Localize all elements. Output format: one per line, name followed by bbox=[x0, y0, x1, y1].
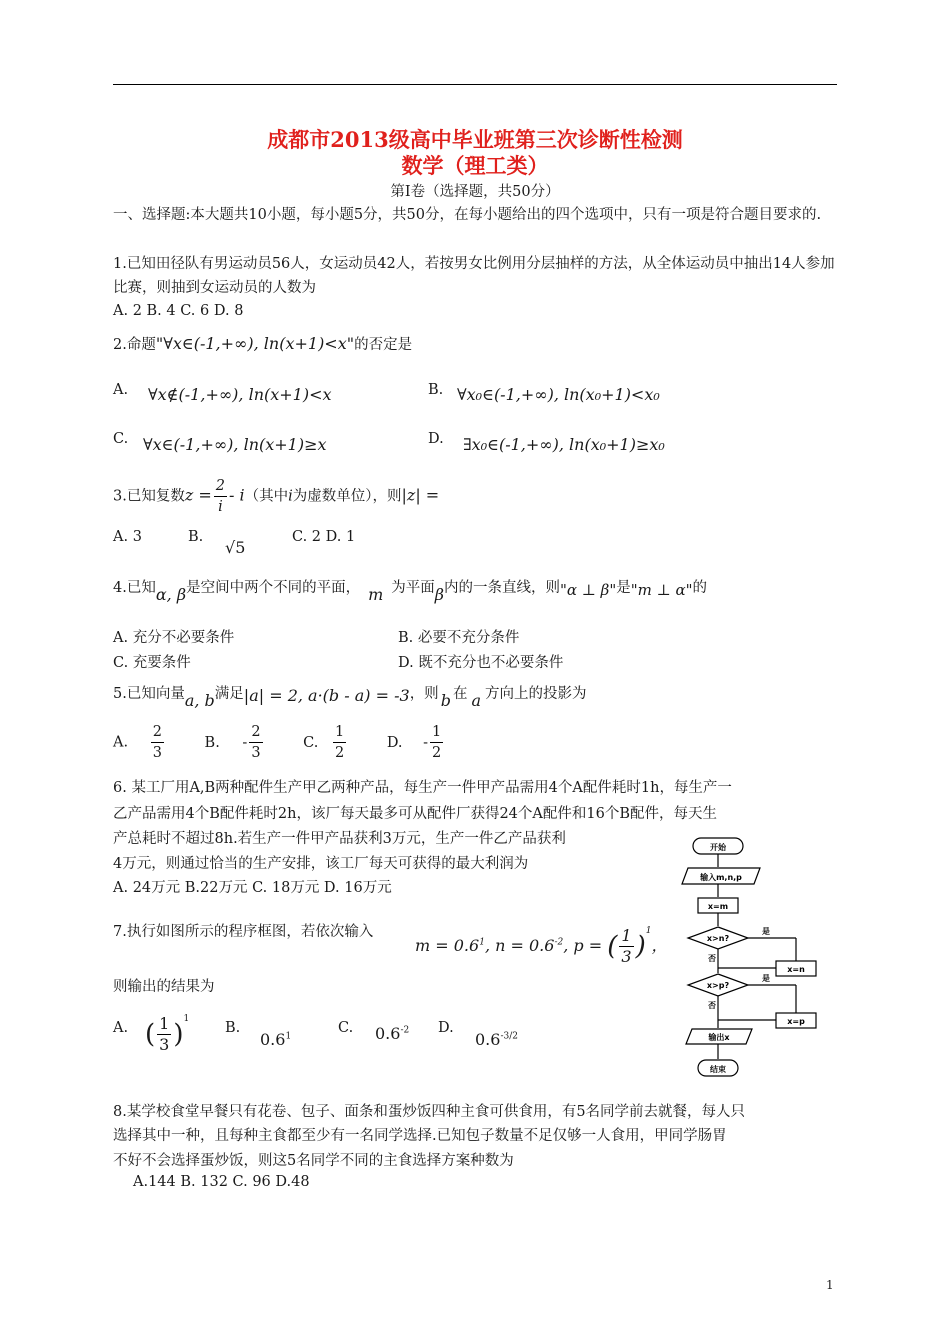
q7-option-a-label: A. bbox=[113, 1020, 129, 1036]
q2-option-d-label: D. bbox=[428, 431, 444, 447]
exam-title: 成都市2013级高中毕业班第三次诊断性检测 bbox=[267, 127, 683, 152]
q5-c-label: C. bbox=[303, 734, 319, 751]
q5-b-label: B. bbox=[204, 734, 220, 751]
q5-d-label: D. bbox=[386, 734, 403, 751]
instructions: 一、选择题:本大题共10小题，每小题5分，共50分，在每小题给出的四个选项中，只有一项是符合题目要求的. bbox=[113, 207, 822, 223]
q3-option-a: A. 3 bbox=[113, 529, 142, 545]
q7-b-base: 0.6 bbox=[260, 1030, 286, 1049]
question-1-options: A. 2 B. 4 C. 6 D. 8 bbox=[113, 303, 244, 319]
fc-start: 开始 bbox=[710, 843, 726, 852]
q4-option-b: B. 必要不充分条件 bbox=[398, 630, 520, 646]
q2-option-b: ∀x₀∈(-1,+∞), ln(x₀+1)<x₀ bbox=[457, 385, 660, 404]
q3-option-b: B. bbox=[188, 529, 204, 545]
fc-assign: x=m bbox=[707, 902, 729, 911]
q4-pre: 4.已知 bbox=[113, 580, 156, 596]
q5-a: a bbox=[471, 691, 481, 710]
q7-option-c bbox=[375, 1024, 409, 1043]
question-2-stem bbox=[113, 333, 412, 354]
q2-pre: 2.命题 bbox=[113, 337, 156, 353]
q2-option-d: ∃x₀∈(-1,+∞), ln(x₀+1)≥x₀ bbox=[463, 435, 665, 454]
q7-option-d: $0.6^{-3/2}$ bbox=[475, 1030, 519, 1049]
q5-ab: a, b bbox=[184, 691, 215, 710]
q7-a-exp: 1 bbox=[183, 1014, 190, 1024]
q7-d-exp-num: 3 bbox=[503, 1031, 510, 1042]
page-number: 1 bbox=[826, 1278, 834, 1292]
q3-i: i bbox=[288, 488, 293, 505]
q3-sqrt5: √5 bbox=[225, 538, 246, 557]
q2-option-c: ∀x∈(-1,+∞), ln(x+1)≥x bbox=[143, 435, 327, 454]
fc-output: 输出x bbox=[708, 1033, 730, 1042]
q7-c-exp: -2 bbox=[400, 1025, 410, 1036]
q5-c-frac bbox=[333, 722, 346, 763]
q8-line2: 选择其中一种，且每种主食都至少有一名同学选择.已知包子数量不足仅够一人食用，甲同学肠胃 bbox=[113, 1128, 727, 1144]
q6-line3: 产总耗时不超过8h.若生产一件甲产品获利3万元，生产一件乙产品获利 bbox=[113, 831, 566, 847]
q2-post: 的否定是 bbox=[354, 337, 413, 353]
q5-b: b bbox=[440, 691, 451, 710]
q5-d-num: 1 bbox=[430, 722, 443, 743]
q2-option-b-label: B. bbox=[428, 382, 444, 398]
q7-n-exp: -2 bbox=[554, 937, 564, 948]
q4-m: m bbox=[368, 585, 384, 604]
q5-b-frac bbox=[249, 722, 262, 763]
q7-a-num: 1 bbox=[159, 1014, 170, 1033]
q7-option-d-label: D. bbox=[438, 1020, 454, 1036]
q4-mid2: 为平面 bbox=[391, 580, 435, 596]
q3-z: z = bbox=[184, 485, 212, 505]
fc-end: 结束 bbox=[710, 1065, 726, 1074]
q5-d-frac bbox=[430, 722, 443, 763]
q3-absz: |z| = bbox=[401, 485, 440, 505]
q5-a-den: 3 bbox=[152, 745, 162, 761]
fc-cond2: x>p? bbox=[706, 981, 730, 990]
q5-a-num: 2 bbox=[151, 722, 164, 743]
fc-no1: 否 bbox=[708, 954, 716, 963]
q7-option-b-label: B. bbox=[225, 1020, 241, 1036]
q5-c-den: 2 bbox=[334, 745, 345, 761]
program-flowchart bbox=[670, 830, 830, 1085]
fc-set-n: x=n bbox=[787, 965, 805, 974]
q4-option-d: D. 既不充分也不必要条件 bbox=[398, 655, 564, 671]
q7-m-eq: m = 0.6 bbox=[415, 936, 480, 955]
q7-option-b bbox=[260, 1030, 291, 1049]
q3-minus-i: - i bbox=[229, 485, 245, 505]
q7-n-eq: , n = 0.6 bbox=[484, 936, 555, 955]
q3-pre: 3.已知复数 bbox=[113, 488, 185, 505]
q7-b-exp: 1 bbox=[285, 1031, 292, 1042]
q8-line3: 不好不会选择蛋炒饭，则这5名同学不同的主食选择方案种数为 bbox=[113, 1153, 514, 1169]
fc-cond1: x>n? bbox=[706, 934, 730, 943]
fc-yes2: 是 bbox=[762, 974, 770, 983]
q2-expr: "∀x∈(-1,+∞), ln(x+1)<x" bbox=[155, 334, 355, 353]
q6-options: A. 24万元 B.22万元 C. 18万元 D. 16万元 bbox=[113, 880, 392, 896]
q7-p-eq: , p = bbox=[563, 936, 603, 955]
fc-yes1: 是 bbox=[762, 927, 770, 936]
question-1: 1.已知田径队有男运动员56人，女运动员42人，若按男女比例用分层抽样的方法，从全体运动员中抽出14人参加比赛，则抽到女运动员的人数为 bbox=[113, 256, 835, 296]
exam-subtitle: 数学（理工类） bbox=[401, 153, 549, 178]
q5-a-frac bbox=[151, 722, 164, 763]
q3-mid: （其中 bbox=[244, 488, 289, 505]
q4-option-a: A. 充分不必要条件 bbox=[113, 630, 235, 646]
fc-input: 输入m,n,p bbox=[700, 873, 742, 882]
q7-p-exp: 1 bbox=[645, 926, 652, 936]
q5-mid3: 在 bbox=[452, 686, 468, 702]
q5-c-num: 1 bbox=[333, 722, 346, 743]
q7-m-exp: 1 bbox=[479, 937, 485, 948]
q6-line2: 乙产品需用4个B配件耗时2h，该厂每天最多可从配件厂获得24个A配件和16个B配件，每天生 bbox=[113, 806, 717, 822]
q5-mid2: ，则 bbox=[409, 686, 439, 702]
q5-a-label: A. bbox=[113, 734, 129, 751]
q5-cond: |a| = 2, a·(b - a) = -3 bbox=[243, 686, 410, 705]
fc-no2: 否 bbox=[708, 1001, 716, 1010]
q2-option-a: ∀x∉(-1,+∞), ln(x+1)<x bbox=[148, 385, 332, 404]
q7-d-base: 0.6 bbox=[475, 1030, 501, 1049]
q7-p-den: 3 bbox=[621, 947, 632, 966]
q4-mid3: 内的一条直线，则 bbox=[444, 580, 560, 596]
question-4-stem bbox=[113, 576, 708, 604]
q5-options bbox=[113, 722, 445, 763]
q3-post: 为虚数单位），则 bbox=[292, 488, 402, 505]
question-3-stem bbox=[113, 476, 439, 517]
q7-d-sign: - bbox=[500, 1031, 504, 1042]
q3-den: i bbox=[218, 499, 223, 515]
q7-a-frac bbox=[157, 1014, 171, 1055]
q4-cond2: "m ⊥ α" bbox=[630, 581, 693, 599]
q6-line4: 4万元，则通过恰当的生产安排，该工厂每天可获得的最大利润为 bbox=[113, 856, 529, 872]
question-7-stem bbox=[113, 920, 373, 941]
q3-fraction bbox=[214, 476, 227, 517]
q7-option-a: ( $\frac{1}{3}$ )$^1$ bbox=[145, 1014, 190, 1054]
section-heading: 第Ⅰ卷（选择题，共50分） bbox=[390, 184, 560, 200]
q4-mid1: 是空间中两个不同的平面， bbox=[186, 580, 361, 596]
fc-set-p: x=p bbox=[787, 1017, 805, 1026]
q7-p-frac bbox=[619, 926, 633, 967]
q5-b-den: 3 bbox=[251, 745, 261, 761]
q2-option-c-label: C. bbox=[113, 431, 129, 447]
q7-p-num: 1 bbox=[621, 926, 632, 945]
q4-beta: β bbox=[434, 585, 444, 604]
q4-cond1: "α ⊥ β" bbox=[560, 581, 617, 599]
header-rule bbox=[113, 84, 837, 85]
q8-line1: 8.某学校食堂早餐只有花卷、包子、面条和蛋炒饭四种主食可供食用，有5名同学前去就餐，每人只 bbox=[113, 1104, 746, 1120]
question-5-stem bbox=[113, 682, 587, 710]
q5-pre: 5.已知向量 bbox=[113, 686, 185, 702]
q7-c-base: 0.6 bbox=[375, 1024, 401, 1043]
q2-option-a-label: A. bbox=[113, 382, 129, 398]
q3-num: 2 bbox=[214, 476, 227, 497]
q5-b-num: 2 bbox=[249, 722, 262, 743]
q5-b-sign: - bbox=[242, 734, 248, 751]
q8-options: A.144 B. 132 C. 96 D.48 bbox=[133, 1174, 310, 1190]
q7-pre: 7.执行如图所示的程序框图，若依次输入 bbox=[113, 924, 374, 940]
q6-line1: 6. 某工厂用A,B两种配件生产甲乙两种产品，每生产一件甲产品需用4个A配件耗时1h，每生产一 bbox=[113, 780, 732, 796]
q7-expression: $m = 0.6^1$, $n = 0.6^{-2}$, p = ( $\frac{1}{3}$ )$^1$， bbox=[415, 926, 668, 966]
q7-a-den: 3 bbox=[159, 1035, 170, 1054]
q4-option-c: C. 充要条件 bbox=[113, 655, 191, 671]
q7-comma: ， bbox=[651, 936, 668, 955]
q4-alpha-beta: α, β bbox=[155, 585, 187, 604]
q5-d-sign: - bbox=[423, 734, 429, 751]
q5-d-den: 2 bbox=[432, 745, 442, 761]
q7-option-c-label: C. bbox=[338, 1020, 354, 1036]
q5-post: 方向上的投影为 bbox=[484, 686, 587, 702]
q7-d-exp-den: 2 bbox=[512, 1031, 519, 1042]
q3-option-cd: C. 2 D. 1 bbox=[292, 529, 356, 545]
q4-de: 的 bbox=[692, 580, 708, 596]
q5-mid: 满足 bbox=[214, 686, 244, 702]
q4-shi: 是 bbox=[616, 580, 631, 596]
q7-line2: 则输出的结果为 bbox=[113, 979, 215, 995]
